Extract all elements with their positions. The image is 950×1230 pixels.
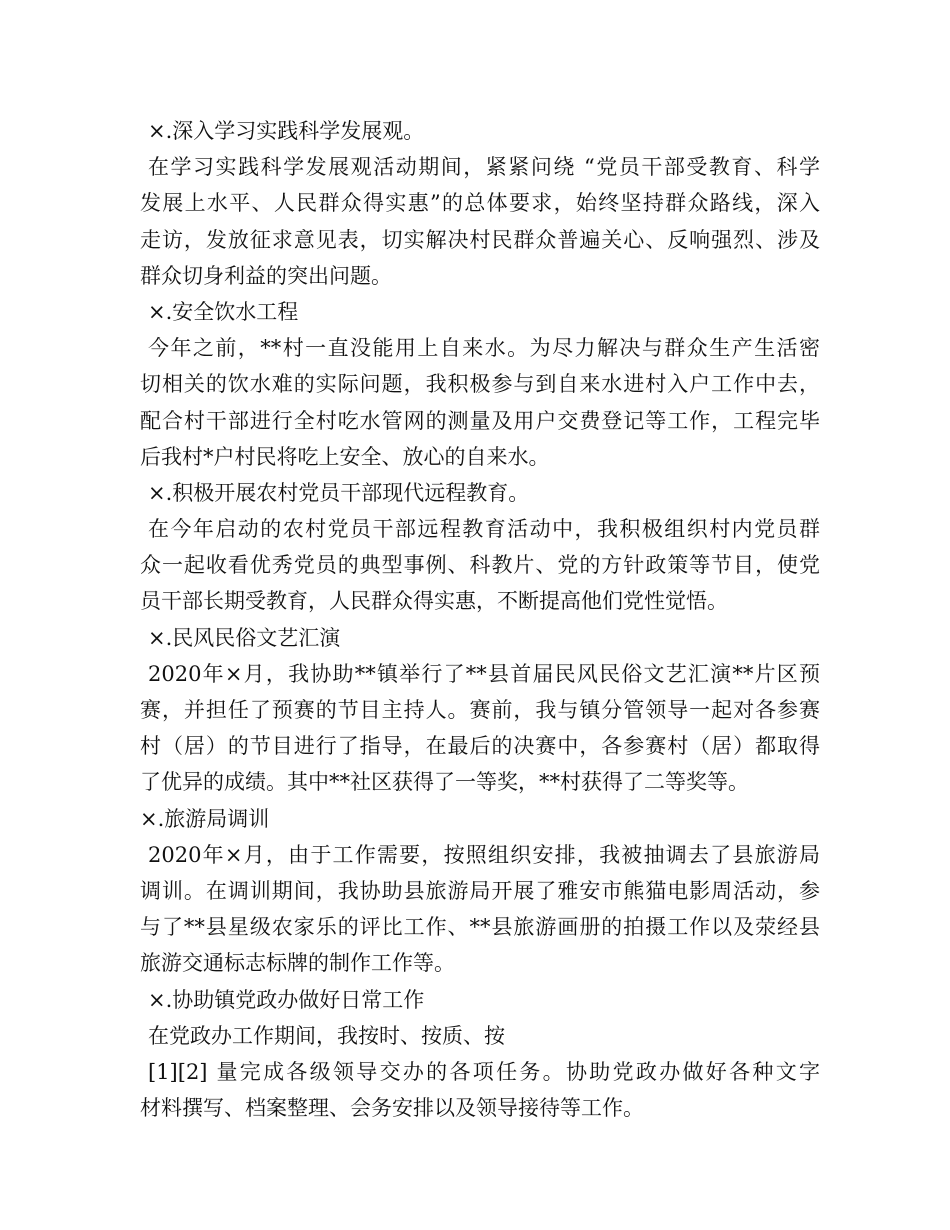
section-heading: ×.安全饮水工程 — [148, 299, 299, 324]
paragraph-line: 调训。在调训期间，我协助县旅游局开展了雅安市熊猫电影周活动，参 — [140, 878, 820, 903]
paragraph-line: 后我村*户村民将吃上安全、放心的自来水。 — [140, 444, 550, 469]
paragraph-line: [1][2] 量完成各级领导交办的各项任务。协助党政办做好各种文字 — [148, 1059, 820, 1084]
section-heading: ×.协助镇党政办做好日常工作 — [148, 987, 425, 1012]
paragraph-line: 员干部长期受教育，人民群众得实惠，不断提高他们党性觉悟。 — [140, 589, 728, 614]
paragraph-line: 村（居）的节目进行了指导，在最后的决赛中，各参赛村（居）都取得 — [140, 734, 820, 759]
paragraph-line: 2020年×月，由于工作需要，按照组织安排，我被抽调去了县旅游局 — [148, 842, 820, 867]
paragraph-line: 2020年×月，我协助**镇举行了**县首届民风民俗文艺汇演**片区预 — [148, 661, 820, 686]
paragraph-line: 走访，发放征求意见表，切实解决村民群众普遍关心、反响强烈、涉及 — [140, 227, 820, 252]
paragraph-line: 与了**县星级农家乐的评比工作、**县旅游画册的拍摄工作以及荥经县 — [140, 915, 820, 940]
paragraph-line: 材料撰写、档案整理、会务安排以及领导接待等工作。 — [140, 1096, 644, 1121]
paragraph-line: 众一起收看优秀党员的典型事例、科教片、党的方针政策等节目，使党 — [140, 553, 820, 578]
section-heading: ×.积极开展农村党员干部现代远程教育。 — [148, 480, 530, 505]
document-body — [140, 113, 820, 1126]
section-heading: ×.深入学习实践科学发展观。 — [148, 119, 425, 143]
paragraph-line: 配合村干部进行全村吃水管网的测量及用户交费登记等工作，工程完毕 — [140, 408, 820, 433]
paragraph-line: 了优异的成绩。其中**社区获得了一等奖，**村获得了二等奖等。 — [140, 770, 749, 795]
paragraph-line: 群众切身利益的突出问题。 — [140, 263, 392, 288]
paragraph-line: 在今年启动的农村党员干部远程教育活动中，我积极组织村内党员群 — [148, 517, 820, 542]
paragraph-line: 旅游交通标志标牌的制作工作等。 — [140, 951, 455, 976]
section-heading: ×.旅游局调训 — [140, 806, 270, 831]
paragraph-line: 今年之前，**村一直没能用上自来水。为尽力解决与群众生产生活密 — [148, 336, 820, 361]
paragraph-line: 在党政办工作期间，我按时、按质、按 — [148, 1023, 505, 1048]
paragraph-line: 切相关的饮水难的实际问题，我积极参与到自来水进村入户工作中去， — [140, 372, 820, 397]
paragraph-line: 在学习实践科学发展观活动期间，紧紧问绕 “党员干部受教育、科学 — [148, 155, 820, 180]
paragraph-line: 赛，并担任了预赛的节目主持人。赛前，我与镇分管领导一起对各参赛 — [140, 698, 820, 722]
paragraph-line: 发展上水平、人民群众得实惠”的总体要求，始终坚持群众路线，深入 — [140, 191, 820, 216]
section-heading: ×.民风民俗文艺汇演 — [148, 625, 341, 650]
